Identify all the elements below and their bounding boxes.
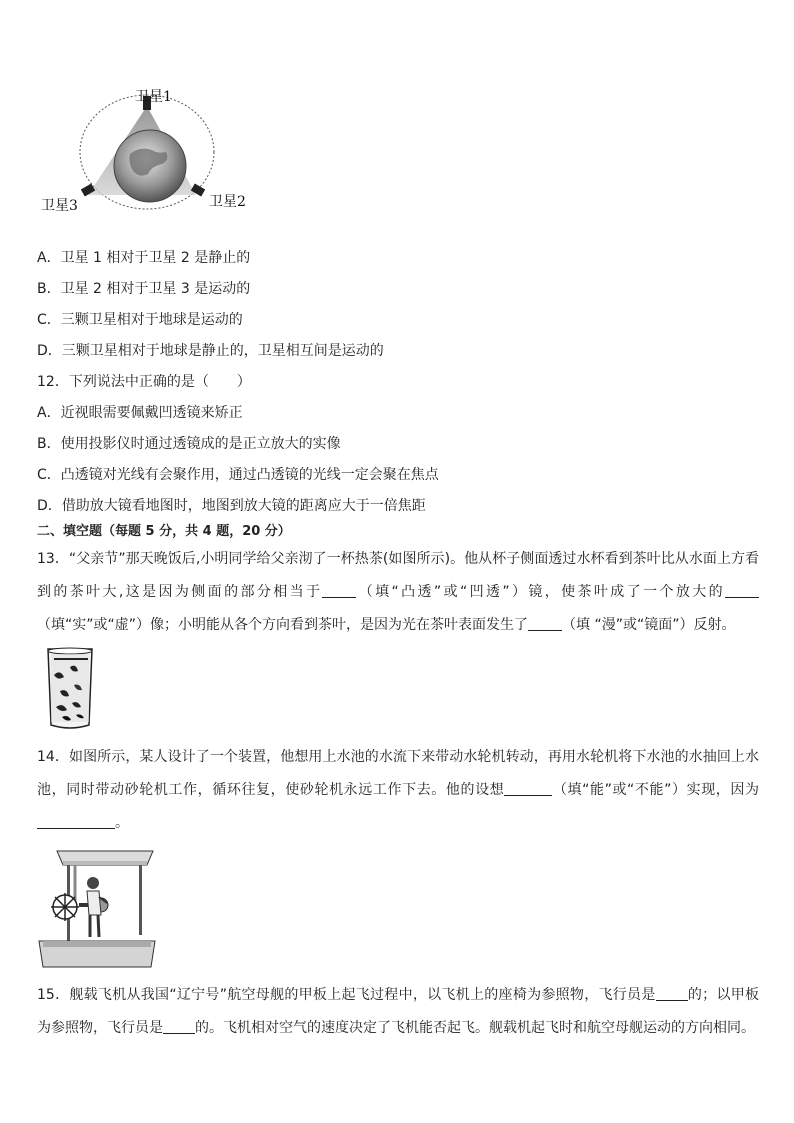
q13-blank-2[interactable] (725, 583, 759, 598)
water-wheel-figure (35, 843, 159, 971)
q13-text: 13．“父亲节”那天晚饭后,小明同学给父亲沏了一杯热茶(如图所示)。他从杯子侧面透过水杯看到茶叶比从水面上方看到的茶叶大,这是因为侧面的部分相当于 （填“凸透”或“凹透”）镜，使茶叶成了一个放大的（填“实”或“虚”）像；小明能从各个方向看到茶叶，是因为光在茶叶表面发生了 （填 “漫”或“镜面”）反射。 (37, 551, 759, 633)
q13-blank-3[interactable] (528, 616, 562, 631)
q12-option-d: D．借助放大镜看地图时，地图到放大镜的距离应大于一倍焦距 (37, 498, 426, 514)
tea-glass-image (44, 645, 96, 731)
q11-option-b: B．卫星 2 相对于卫星 3 是运动的 (37, 281, 251, 297)
q15-blank-1[interactable] (656, 986, 688, 1001)
q15-text: 15．舰载飞机从我国“辽宁号”航空母舰的甲板上起飞过程中，以飞机上的座椅为参照物，飞行员是 的；以甲板为参照物，飞行员是 的。飞机相对空气的速度决定了飞机能否起飞。舰载机起飞时和航空母舰运动的方向相同。 (37, 987, 760, 1036)
q12-option-a: A．近视眼需要佩戴凹透镜来矫正 (37, 405, 243, 421)
section-heading: 二、填空题（每题 5 分，共 4 题，20 分） (37, 524, 291, 539)
satellite-1-label: 卫星1 (135, 89, 172, 105)
q11-option-d: D．三颗卫星相对于地球是静止的，卫星相互间是运动的 (37, 343, 384, 359)
satellite-3-label: 卫星3 (41, 198, 78, 214)
satellite-2-label: 卫星2 (209, 194, 246, 210)
q12-option-b: B．使用投影仪时通过透镜成的是正立放大的实像 (37, 436, 341, 452)
q14-text: 14．如图所示，某人设计了一个装置，他想用上水池的水流下来带动水轮机转动，再用水轮机将下水池的水抽回上水池，同时带动砂轮机工作，循环往复，使砂轮机永远工作下去。他的设想 （填“能”或“不能”）实现，因为。 (37, 749, 760, 831)
q13-blank-1[interactable] (322, 583, 356, 598)
q11-option-a: A．卫星 1 相对于卫星 2 是静止的 (37, 250, 251, 266)
q14-blank-1[interactable] (504, 781, 552, 796)
tea-glass-figure (44, 645, 96, 731)
q12-option-c: C．凸透镜对光线有会聚作用，通过凸透镜的光线一定会聚在焦点 (37, 467, 439, 483)
q15-blank-2[interactable] (163, 1019, 195, 1034)
q12-stem: 12．下列说法中正确的是（ ） (37, 374, 251, 390)
q14-blank-2[interactable] (37, 814, 115, 829)
q11-option-c: C．三颗卫星相对于地球是运动的 (37, 312, 243, 328)
water-wheel-image (35, 843, 159, 971)
